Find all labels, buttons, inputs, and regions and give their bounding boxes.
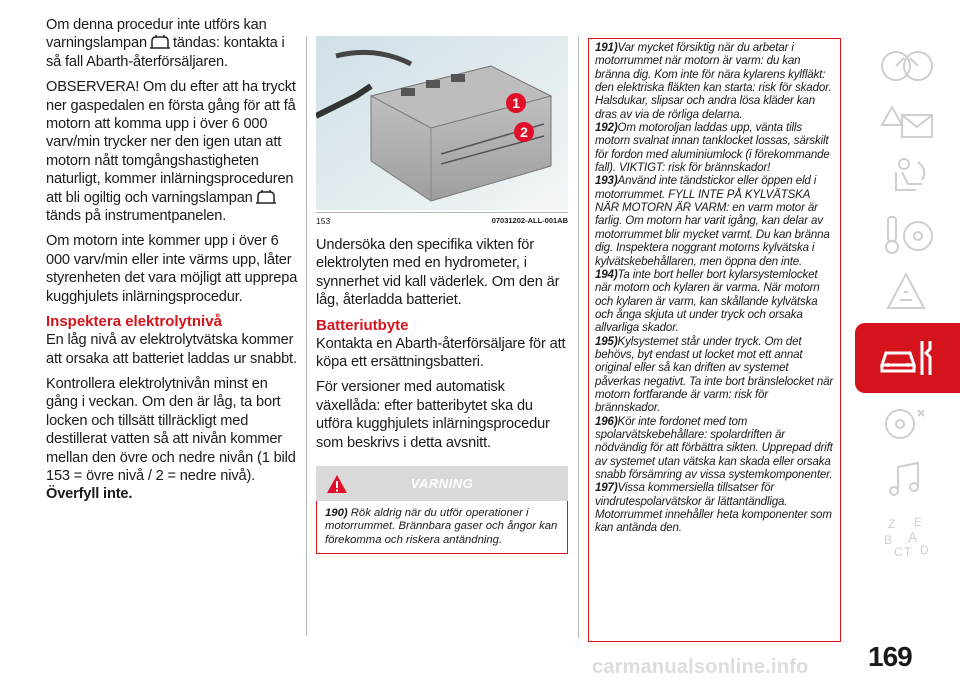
sidebar-item-messages[interactable] xyxy=(851,95,960,149)
warning-body xyxy=(316,501,568,554)
alphabet-index-icon xyxy=(874,514,938,560)
svg-text:C: C xyxy=(893,545,903,559)
paragraph-text: Om denna procedur inte utförs kan varningslampan xyxy=(46,17,267,52)
note-item xyxy=(595,482,834,535)
paragraph-dealer: Kontakta en Abarth-återförsäljare för att köpa ett ersättningsbatteri. xyxy=(316,335,566,371)
paragraph-procedure xyxy=(46,16,302,71)
paragraph-text: Kontrollera elektrolytnivån minst en gång i veckan. Om den är låg, ta bort locken och tillsätt tillräckligt med destillerat vatten så att nivån kommer mellan den övre och nedre nivån (1 bild 153 = övre nivå / 2 = nedre nivå). xyxy=(46,375,296,484)
note-item xyxy=(595,175,834,268)
car-maintenance-icon xyxy=(876,335,940,381)
warning-lamp-icon xyxy=(255,190,277,204)
note-text: Om motoroljan laddas upp, vänta tills motorn svalnat innan tanklocket lossas, särskilt för fordon med aluminiumlock (i förekommande fall). VIKTIGT: risk för brännskador! xyxy=(595,122,830,175)
paragraph-observera xyxy=(46,78,302,225)
note-text: Var mycket försiktig när du arbetar i motorrummet när motorn är varm: du kan bränna dig. Kom inte för nära kylarens kylfläkt: den elektriska fläkten kan starta: risk för skador. Halsdukar, slipsar och andra lösa kläder kan dras av via de rörliga delarna. xyxy=(595,42,832,121)
note-item xyxy=(595,416,834,483)
paragraph-automatic: För versioner med automatisk växellåda: efter batteribytet ska du utföra kugghjulets inlärningsprocedur som beskrivs i detta avsnitt. xyxy=(316,379,550,451)
notes-list xyxy=(595,42,834,536)
note-number: 191) xyxy=(595,42,618,54)
left-column xyxy=(46,16,302,511)
figure-caption xyxy=(316,212,568,228)
sidebar-item-multimedia[interactable] xyxy=(851,453,960,507)
paragraph-rpm: Om motorn inte kommer upp i över 6 000 varv/min eller inte värms upp, låter styrenheten det vara möjligt att upprepa kugghjulets inlärningsprocedur. xyxy=(46,233,298,305)
chapter-sidebar xyxy=(851,38,960,567)
warning-number: 190) xyxy=(325,507,348,520)
note-number: 195) xyxy=(595,335,618,348)
section-heading-electrolyte: Inspektera elektrolytnivå xyxy=(46,313,222,331)
svg-text:A: A xyxy=(907,529,917,545)
seat-airbag-icon xyxy=(874,156,938,202)
music-notes-icon xyxy=(874,457,938,503)
warning-lamp-icon xyxy=(149,35,171,49)
note-text: Använd inte tändstickor eller öppen eld i motorrummet. FYLL INTE PÅ KYLVÄTSKA NÄR MOTORN ÄR VARM: en varm motor är farlig. Om motorn har varit igång, kan delar av motorrummet blir mycket varmt. Du kan bränna dig. Inspektera noggrant motorns kylvätska i kylvätskebehållaren, men öppna den inte. xyxy=(595,175,830,268)
note-item xyxy=(595,122,834,175)
paragraph-check-level xyxy=(46,375,302,504)
envelope-warning-icon xyxy=(874,99,938,145)
note-text: Kör inte fordonet med tom spolarvätskebehållare: spolardriften är nödvändig för att förbättra sikten. Upprepad drift av systemet utan vätska kan skada eller orsaka snabb försämring av vissa systemkomponenter. xyxy=(595,415,833,481)
svg-text:E: E xyxy=(913,515,922,529)
paragraph-text: OBSERVERA! Om du efter att ha tryckt ner gaspedalen en första gång för att få motorn att komma upp i över 6 000 varv/min trycker ner den igen utan att motorn nått tomgångshastigheten naturligt, kommer inlärningsproceduren att bli ogiltig och varningslampan xyxy=(46,79,296,206)
sidebar-item-starting[interactable] xyxy=(851,209,960,263)
warning-header xyxy=(316,466,568,501)
dashboard-icon xyxy=(874,42,938,88)
warnings-column xyxy=(588,38,841,642)
sidebar-item-dashboard[interactable] xyxy=(851,38,960,92)
svg-text:Z: Z xyxy=(887,517,895,531)
page-number: 169 xyxy=(868,641,912,672)
column-divider xyxy=(578,36,579,638)
do-not-overfill-text: Överfyll inte. xyxy=(46,486,133,503)
upper-level-callout: 1 xyxy=(506,93,526,113)
note-item xyxy=(595,269,834,336)
note-number: 193) xyxy=(595,175,618,188)
figure-number: 153 xyxy=(316,216,331,226)
paragraph-low-level: En låg nivå av elektrolytvätska kommer att orsaka att batteriet laddas ur snabbt. xyxy=(46,332,297,367)
svg-text:B: B xyxy=(883,533,892,547)
note-item xyxy=(595,42,834,122)
paragraph-text: tändas: kontakta i så fall Abarth-återförsäljaren. xyxy=(46,35,285,70)
note-item xyxy=(595,336,834,416)
sidebar-item-safety[interactable] xyxy=(851,152,960,206)
paragraph-hydrometer: Undersöka den specifika vikten för elektrolyten med en hydrometer, i synnerhet vid kall väderlek. Om den är låg, återladda batteriet. xyxy=(316,237,560,309)
battery-illustration xyxy=(316,36,568,210)
note-number: 194) xyxy=(595,268,618,281)
svg-text:T: T xyxy=(903,545,911,559)
warning-title: VARNING xyxy=(410,476,474,492)
note-text: Vissa kommersiella tillsatser för vindrutespolarvätskor är lättantändliga. Motorrummet innehåller heta komponenter som kan antända den. xyxy=(595,482,832,535)
roadside-warning-icon xyxy=(874,270,938,316)
paragraph-text: tänds på instrumentpanelen. xyxy=(46,208,227,225)
svg-text:D: D xyxy=(919,543,929,557)
sidebar-item-index[interactable] xyxy=(851,510,960,564)
sidebar-item-maintenance[interactable] xyxy=(855,323,960,393)
sidebar-item-emergency[interactable] xyxy=(851,266,960,320)
note-text: Kylsystemet står under tryck. Om det behövs, byt endast ut locket mot ett annat original eller så kan driften av systemet påverkas negativt. Ta inte bort bränslelocket när motorn fortfarande är varm: risk för brännskador. xyxy=(595,335,834,415)
watermark-text: carmanualsonline.info xyxy=(592,656,809,678)
warning-triangle-icon xyxy=(326,474,348,494)
note-number: 197) xyxy=(595,482,618,495)
warning-box xyxy=(316,466,568,554)
key-ignition-icon xyxy=(874,213,938,259)
note-number: 192) xyxy=(595,122,618,135)
note-text: Ta inte bort heller bort kylarsystemlocket när motorn och kylaren är varma. När motorn och kylaren är varm, kan skållande kylvätska och ånga skjuta ut under tryck och orsaka allvarliga skador. xyxy=(595,268,820,335)
sidebar-item-technical-data[interactable] xyxy=(851,396,960,450)
battery-figure xyxy=(316,36,568,210)
middle-column xyxy=(316,36,568,554)
column-divider xyxy=(306,36,307,636)
section-heading-replacement: Batteriutbyte xyxy=(316,316,409,334)
gear-fan-icon xyxy=(874,400,938,446)
lower-level-callout: 2 xyxy=(514,122,534,142)
figure-code: 07031202-ALL-001AB xyxy=(491,216,568,225)
note-number: 196) xyxy=(595,415,618,428)
warning-text: Rök aldrig när du utför operationer i motorrummet. Brännbara gaser och ångor kan förekomma och riskera antändning. xyxy=(325,507,558,546)
